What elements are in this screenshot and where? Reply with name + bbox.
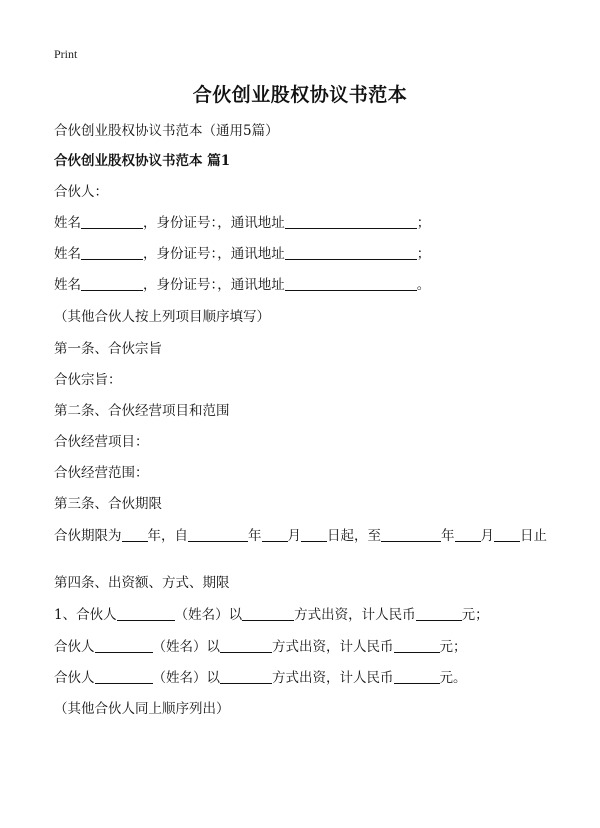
partner-line — [54, 245, 430, 263]
document-intro: 合伙创业股权协议书范本（通用5篇） — [54, 123, 279, 139]
start-year-blank — [188, 527, 248, 542]
partner-line — [54, 276, 430, 294]
purpose-label: 合伙宗旨： — [54, 372, 122, 388]
line-end: ； — [416, 246, 431, 262]
partners-heading: 合伙人： — [54, 184, 108, 200]
article-2-heading: 第二条、合伙经营项目和范围 — [54, 403, 230, 419]
business-item-label: 合伙经营项目： — [54, 434, 149, 450]
contrib-name-note: （姓名）以 — [174, 607, 243, 623]
amount-blank — [394, 638, 440, 653]
term-text: 年 — [441, 528, 455, 544]
partner-name-blank — [95, 638, 153, 653]
term-text: 年 — [248, 528, 262, 544]
end-month-blank — [455, 527, 481, 542]
line-end: ； — [416, 215, 431, 231]
start-day-blank — [301, 527, 327, 542]
line-end: 。 — [416, 277, 431, 293]
amount-blank — [394, 669, 440, 684]
contrib-method: 方式出资，计人民币 — [272, 670, 394, 686]
name-blank — [81, 245, 143, 260]
document-title: 合伙创业股权协议书范本 — [192, 84, 408, 106]
contrib-name-note: （姓名）以 — [152, 639, 220, 655]
method-blank — [242, 606, 294, 621]
start-month-blank — [262, 527, 288, 542]
print-label: Print — [54, 47, 78, 61]
partner-name-blank — [95, 669, 153, 684]
term-text: 月 — [287, 528, 301, 544]
partners-note: （其他合伙人按上列项目顺序填写） — [54, 309, 270, 325]
term-text: 合伙期限为 — [54, 528, 122, 544]
term-text: 日止 — [520, 528, 547, 544]
id-address-label: ，身份证号：，通讯地址 — [143, 246, 285, 262]
name-blank — [81, 276, 143, 291]
article-3-heading: 第三条、合伙期限 — [54, 496, 162, 512]
contrib-prefix: 合伙人 — [54, 639, 95, 655]
amount-blank — [416, 606, 462, 621]
contrib-method: 方式出资，计人民币 — [294, 607, 416, 623]
name-label: 姓名 — [54, 277, 81, 293]
term-text: 年，自 — [147, 528, 188, 544]
contribution-note: （其他合伙人同上顺序列出） — [54, 701, 230, 717]
term-text: 月 — [480, 528, 494, 544]
contrib-end: 元； — [461, 607, 489, 623]
name-label: 姓名 — [54, 246, 81, 262]
end-year-blank — [381, 527, 441, 542]
term-line — [54, 527, 547, 545]
method-blank — [220, 669, 272, 684]
partner-name-blank — [117, 606, 175, 621]
contrib-prefix: 1、合伙人 — [54, 607, 117, 623]
name-label: 姓名 — [54, 215, 81, 231]
address-blank — [285, 214, 417, 229]
name-blank — [81, 214, 143, 229]
contribution-line — [54, 606, 489, 624]
contrib-name-note: （姓名）以 — [152, 670, 220, 686]
contrib-prefix: 合伙人 — [54, 670, 95, 686]
contrib-end: 元； — [439, 639, 467, 655]
contrib-method: 方式出资，计人民币 — [272, 639, 394, 655]
contrib-end: 元。 — [439, 670, 467, 686]
address-blank — [285, 245, 417, 260]
document-subtitle: 合伙创业股权协议书范本 篇1 — [54, 153, 231, 169]
id-address-label: ，身份证号：，通讯地址 — [143, 215, 285, 231]
partner-line — [54, 214, 430, 232]
address-blank — [285, 276, 417, 291]
article-1-heading: 第一条、合伙宗旨 — [54, 341, 162, 357]
id-address-label: ，身份证号：，通讯地址 — [143, 277, 285, 293]
contribution-line — [54, 638, 467, 656]
end-day-blank — [494, 527, 520, 542]
term-text: 日起，至 — [327, 528, 381, 544]
business-scope-label: 合伙经营范围： — [54, 465, 149, 481]
years-blank — [122, 527, 148, 542]
article-4-heading: 第四条、出资额、方式、期限 — [54, 575, 230, 591]
contribution-line — [54, 669, 467, 687]
method-blank — [220, 638, 272, 653]
